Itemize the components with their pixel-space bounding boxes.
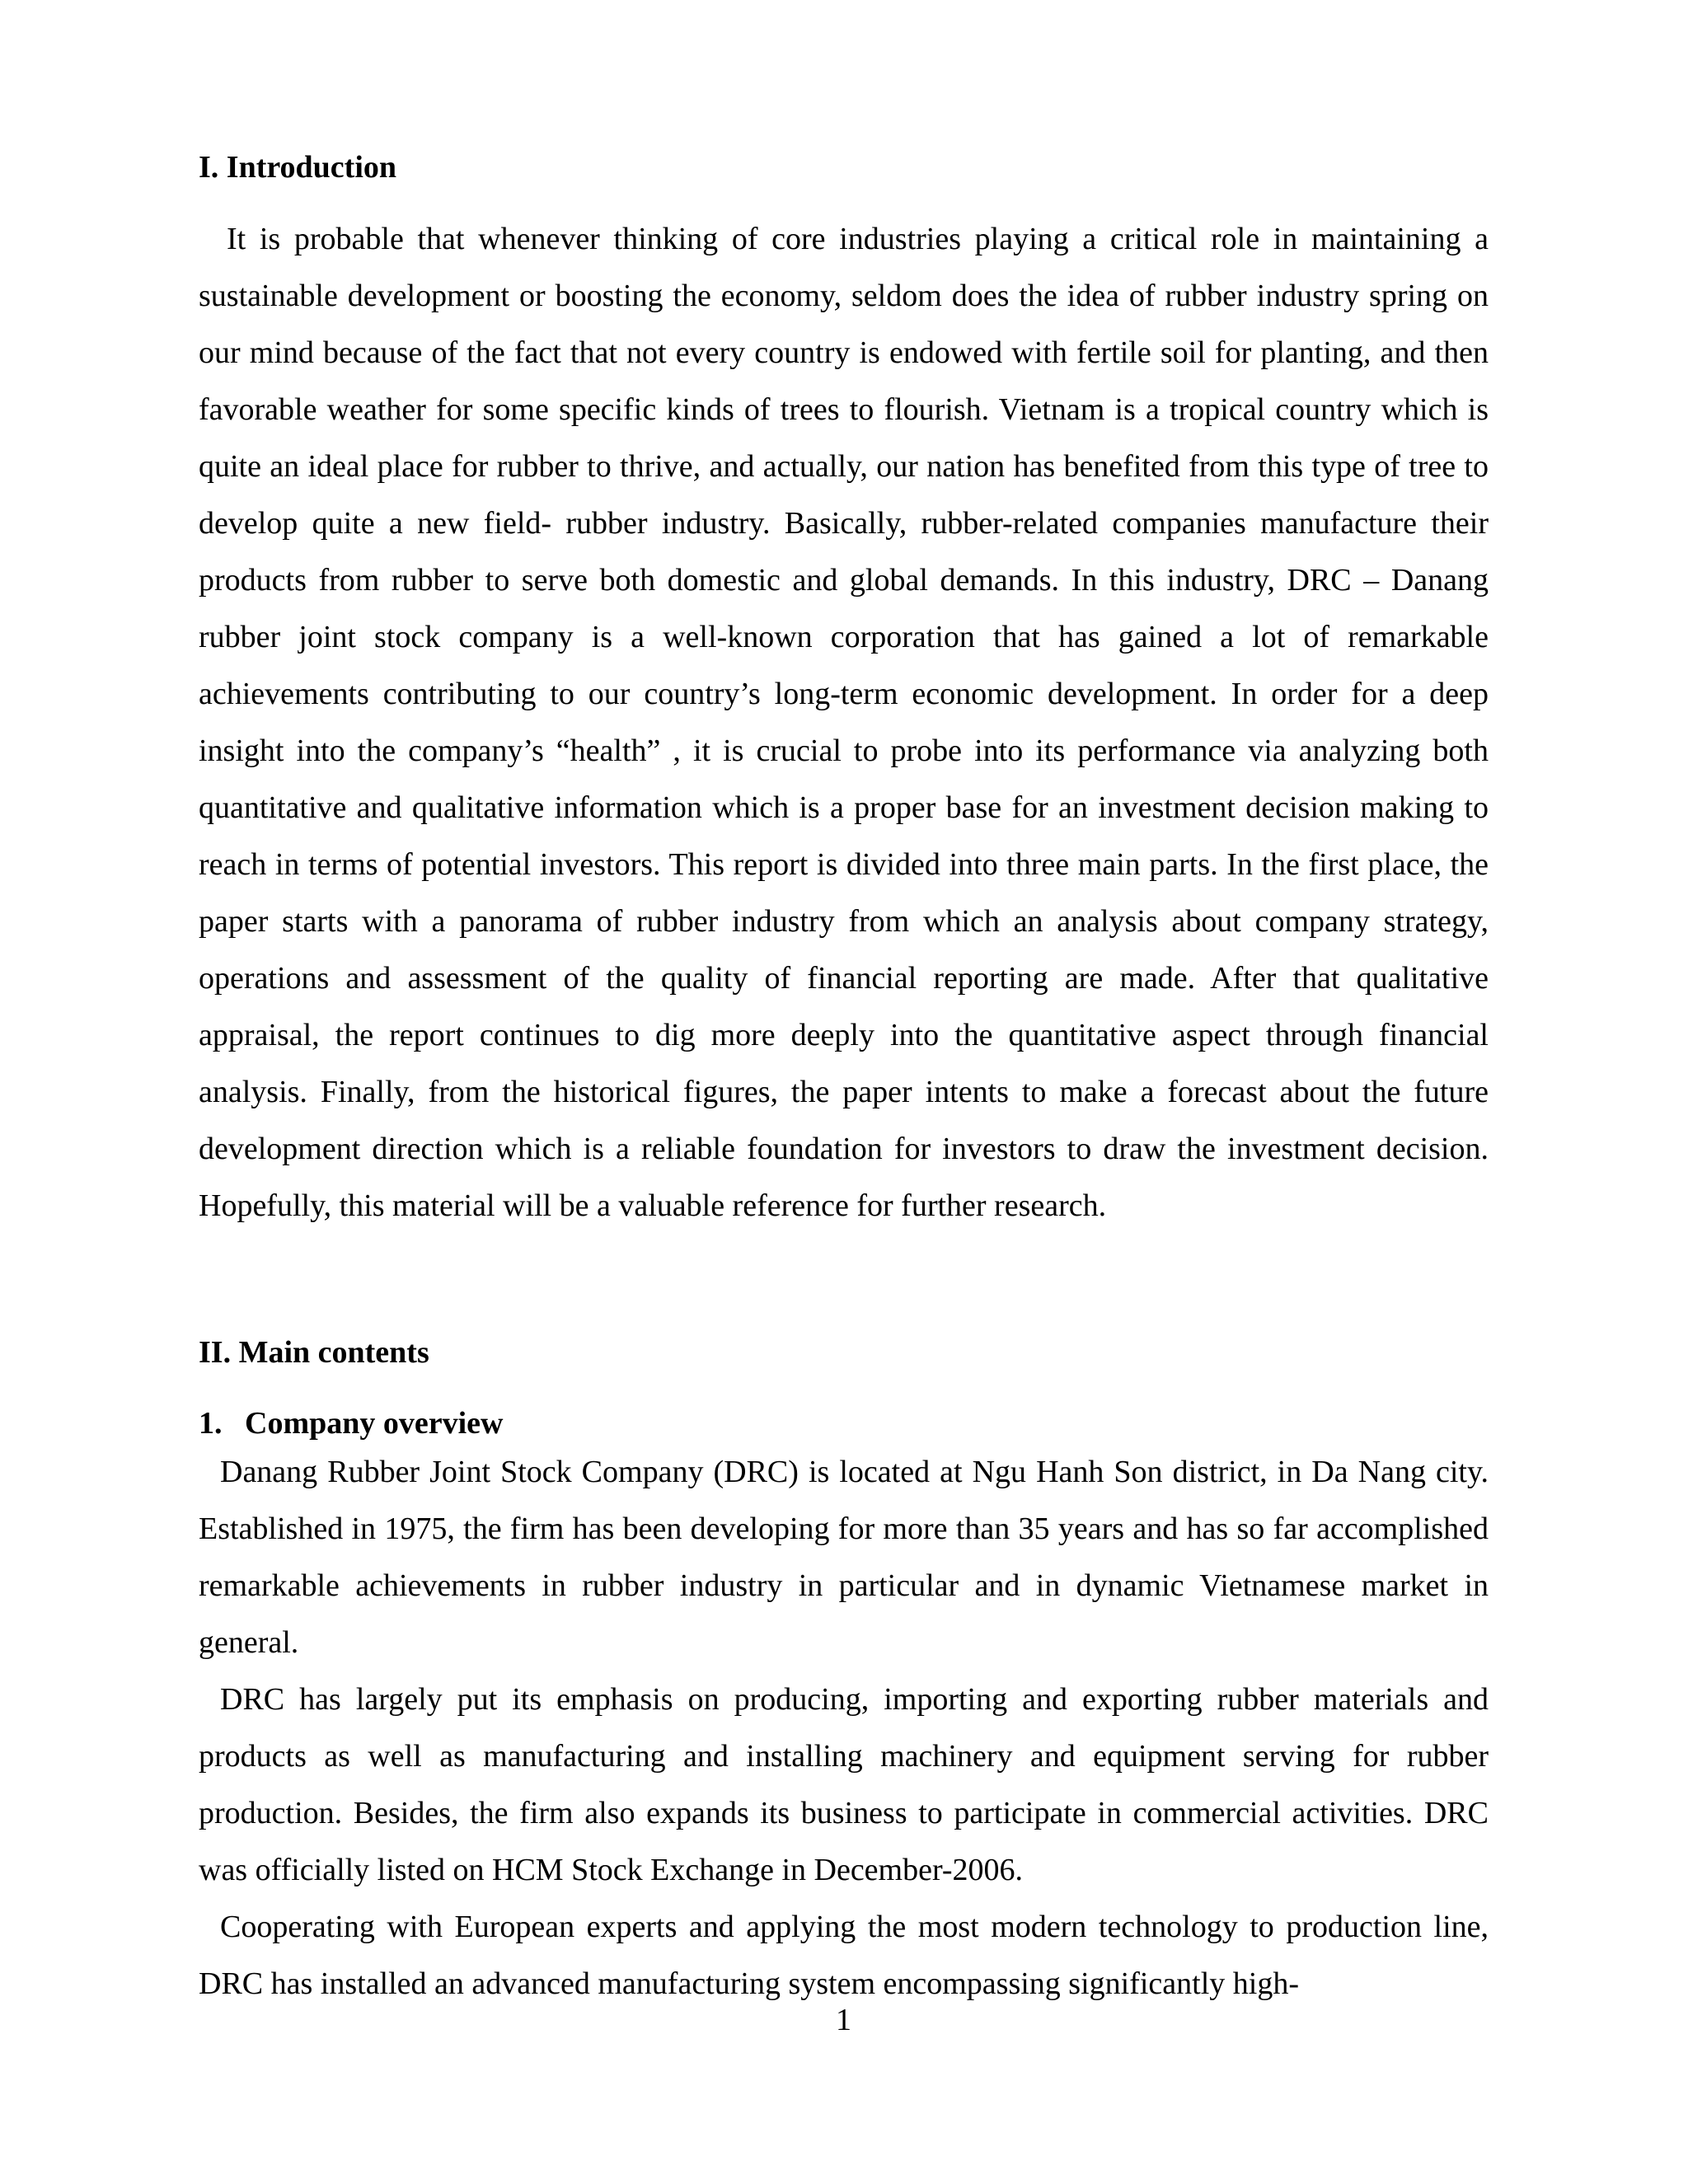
- section-number: 1.: [199, 1406, 223, 1441]
- page-number: 1: [836, 2003, 851, 2037]
- document-page: [199, 0, 1489, 2184]
- overview-paragraph-2: DRC has largely put its emphasis on producing, importing and exporting rubber materials and products as well as manufacturing and installing machinery and equipment serving for rubber production. Besides, the firm also expands its business to participate in commercial activities. DRC was officially listed on HCM Stock Exchange in December-2006.: [199, 1682, 1489, 1887]
- introduction-heading: I. Introduction: [199, 150, 397, 185]
- section-title: Company overview: [245, 1406, 504, 1441]
- main-contents-heading: II. Main contents: [199, 1335, 429, 1370]
- overview-paragraph-1: Danang Rubber Joint Stock Company (DRC) is located at Ngu Hanh Son district, in Da Nang city. Established in 1975, the firm has been developing for more than 35 years and has so far accomplished remarkable achievements in rubber industry in particular and in dynamic Vietnamese market in general.: [199, 1455, 1489, 1660]
- introduction-paragraph: It is probable that whenever thinking of core industries playing a critical role in maintaining a sustainable development or boosting the economy, seldom does the idea of rubber industry spring on our mind because of the fact that not every country is endowed with fertile soil for planting, and then favorable weather for some specific kinds of trees to flourish. Vietnam is a tropical country which is quite an ideal place for rubber to thrive, and actually, our nation has benefited from this type of tree to develop quite a new field- rubber industry. Basically, rubber-related companies manufacture their products from rubber to serve both domestic and global demands. In this industry, DRC – Danang rubber joint stock company is a well-known corporation that has gained a lot of remarkable achievements contributing to our country’s long-term economic development. In order for a deep insight into the company’s “health” , it is crucial to probe into its performance via analyzing both quantitative and qualitative information which is a proper base for an investment decision making to reach in terms of potential investors. This report is divided into three main parts. In the first place, the paper starts with a panorama of rubber industry from which an analysis about company strategy, operations and assessment of the quality of financial reporting are made. After that qualitative appraisal, the report continues to dig more deeply into the quantitative aspect through financial analysis. Finally, from the historical figures, the paper intents to make a forecast about the future development direction which is a reliable foundation for investors to draw the investment decision. Hopefully, this material will be a valuable reference for further research.: [199, 222, 1489, 1223]
- company-overview-heading: [199, 1404, 503, 1442]
- overview-paragraph-3: Cooperating with European experts and applying the most modern technology to production line, DRC has installed an advanced manufacturing system encompassing significantly high-: [199, 1910, 1489, 2001]
